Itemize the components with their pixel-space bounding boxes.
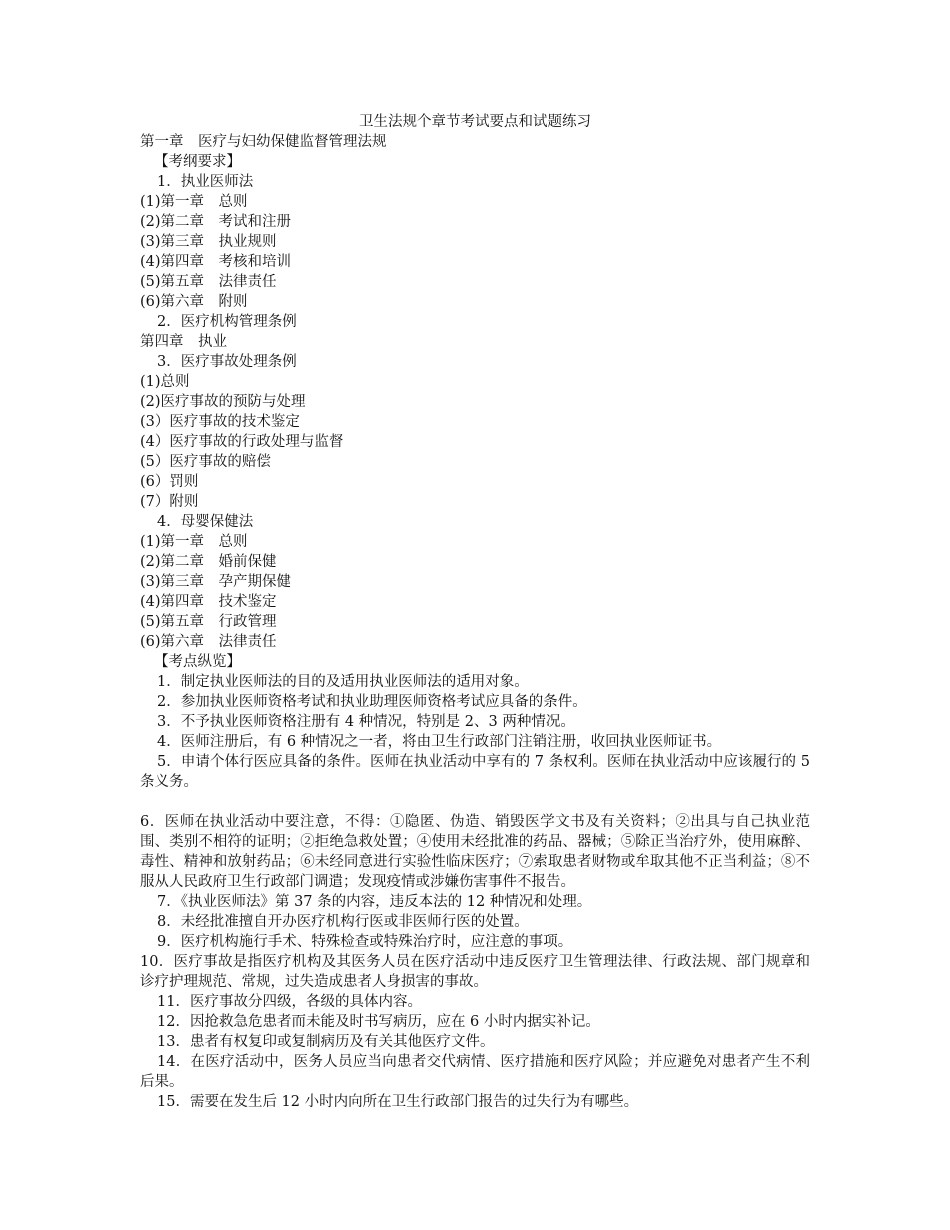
key-point: 13．患者有权复印或复制病历及有关其他医疗文件。: [157, 1034, 495, 1050]
list-item: (5）医疗事故的赔偿: [140, 454, 271, 470]
chapter-heading: 第一章 医疗与妇幼保健监督管理法规: [140, 134, 387, 150]
list-item: (2)第二章 考试和注册: [140, 214, 292, 230]
document-title: 卫生法规个章节考试要点和试题练习: [359, 114, 591, 130]
key-point: 8．未经批准擅自开办医疗机构行医或非医师行医的处置。: [157, 914, 529, 930]
list-item: (1)第一章 总则: [140, 194, 248, 210]
syllabus-heading: 【考纲要求】: [154, 154, 241, 170]
list-item: (3)第三章 孕产期保健: [140, 574, 292, 590]
section-title: 3．医疗事故处理条例: [157, 354, 297, 370]
list-item: (7）附则: [140, 494, 199, 510]
list-item: (3)第三章 执业规则: [140, 234, 277, 250]
list-item: 第四章 执业: [140, 334, 227, 350]
list-item: (4）医疗事故的行政处理与监督: [140, 434, 344, 450]
key-point: 14．在医疗活动中，医务人员应当向患者交代病情、医疗措施和医疗风险；并应避免对患者产生不利后果。: [140, 1054, 810, 1090]
list-item: (6)第六章 附则: [140, 294, 248, 310]
blank-line: [140, 792, 810, 812]
key-point: 10．医疗事故是指医疗机构及其医务人员在医疗活动中违反医疗卫生管理法律、行政法规、部门规章和诊疗护理规范、常规，过失造成患者人身损害的事故。: [140, 954, 810, 990]
section-title: 2．医疗机构管理条例: [157, 314, 297, 330]
overview-heading: 【考点纵览】: [154, 654, 241, 670]
key-point: 4．医师注册后，有 6 种情况之一者，将由卫生行政部门注销注册，收回执业医师证书。: [157, 734, 722, 750]
list-item: (2)医疗事故的预防与处理: [140, 394, 306, 410]
list-item: (1)总则: [140, 374, 190, 390]
key-point: 6．医师在执业活动中要注意，不得：①隐匿、伪造、销毁医学文书及有关资料；②出具与自己执业范围、类别不相符的证明；②拒绝急救处置；④使用未经批准的药品、器械；⑤除正当治疗外，使用麻醉、毒性、精神和放射药品；⑥未经同意进行实验性临床医疗；⑦索取患者财物或牟取其他不正当利益；⑧不服从人民政府卫生行政部门调遣；发现疫情或涉嫌伤害事件不报告。: [140, 814, 810, 890]
key-point: 2．参加执业医师资格考试和执业助理医师资格考试应具备的条件。: [157, 694, 587, 710]
section-title: 4．母婴保健法: [157, 514, 254, 530]
key-point: 11．医疗事故分四级，各级的具体内容。: [157, 994, 422, 1010]
list-item: (2)第二章 婚前保健: [140, 554, 277, 570]
key-point: 12．因抢救急危患者而未能及时书写病历，应在 6 小时内据实补记。: [157, 1014, 600, 1030]
list-item: (6）罚则: [140, 474, 199, 490]
document-page: [140, 112, 810, 1112]
list-item: (4)第四章 考核和培训: [140, 254, 292, 270]
key-point: 9．医疗机构施行手术、特殊检查或特殊治疗时，应注意的事项。: [157, 934, 573, 950]
key-point: 15．需要在发生后 12 小时内向所在卫生行政部门报告的过失行为有哪些。: [157, 1094, 639, 1110]
list-item: (5)第五章 行政管理: [140, 614, 277, 630]
key-point: 7．《执业医师法》第 37 条的内容，违反本法的 12 种情况和处理。: [157, 894, 592, 910]
list-item: (5)第五章 法律责任: [140, 274, 277, 290]
list-item: (1)第一章 总则: [140, 534, 248, 550]
list-item: (6)第六章 法律责任: [140, 634, 277, 650]
list-item: (4)第四章 技术鉴定: [140, 594, 277, 610]
key-point: 1．制定执业医师法的目的及适用执业医师法的适用对象。: [157, 674, 529, 690]
key-point: 3．不予执业医师资格注册有 4 种情况，特别是 2、3 两种情况。: [157, 714, 575, 730]
list-item: (3）医疗事故的技术鉴定: [140, 414, 300, 430]
key-point: 5．申请个体行医应具备的条件。医师在执业活动中享有的 7 条权利。医师在执业活动中应该履行的 5 条义务。: [140, 754, 810, 790]
section-title: 1．执业医师法: [157, 174, 254, 190]
